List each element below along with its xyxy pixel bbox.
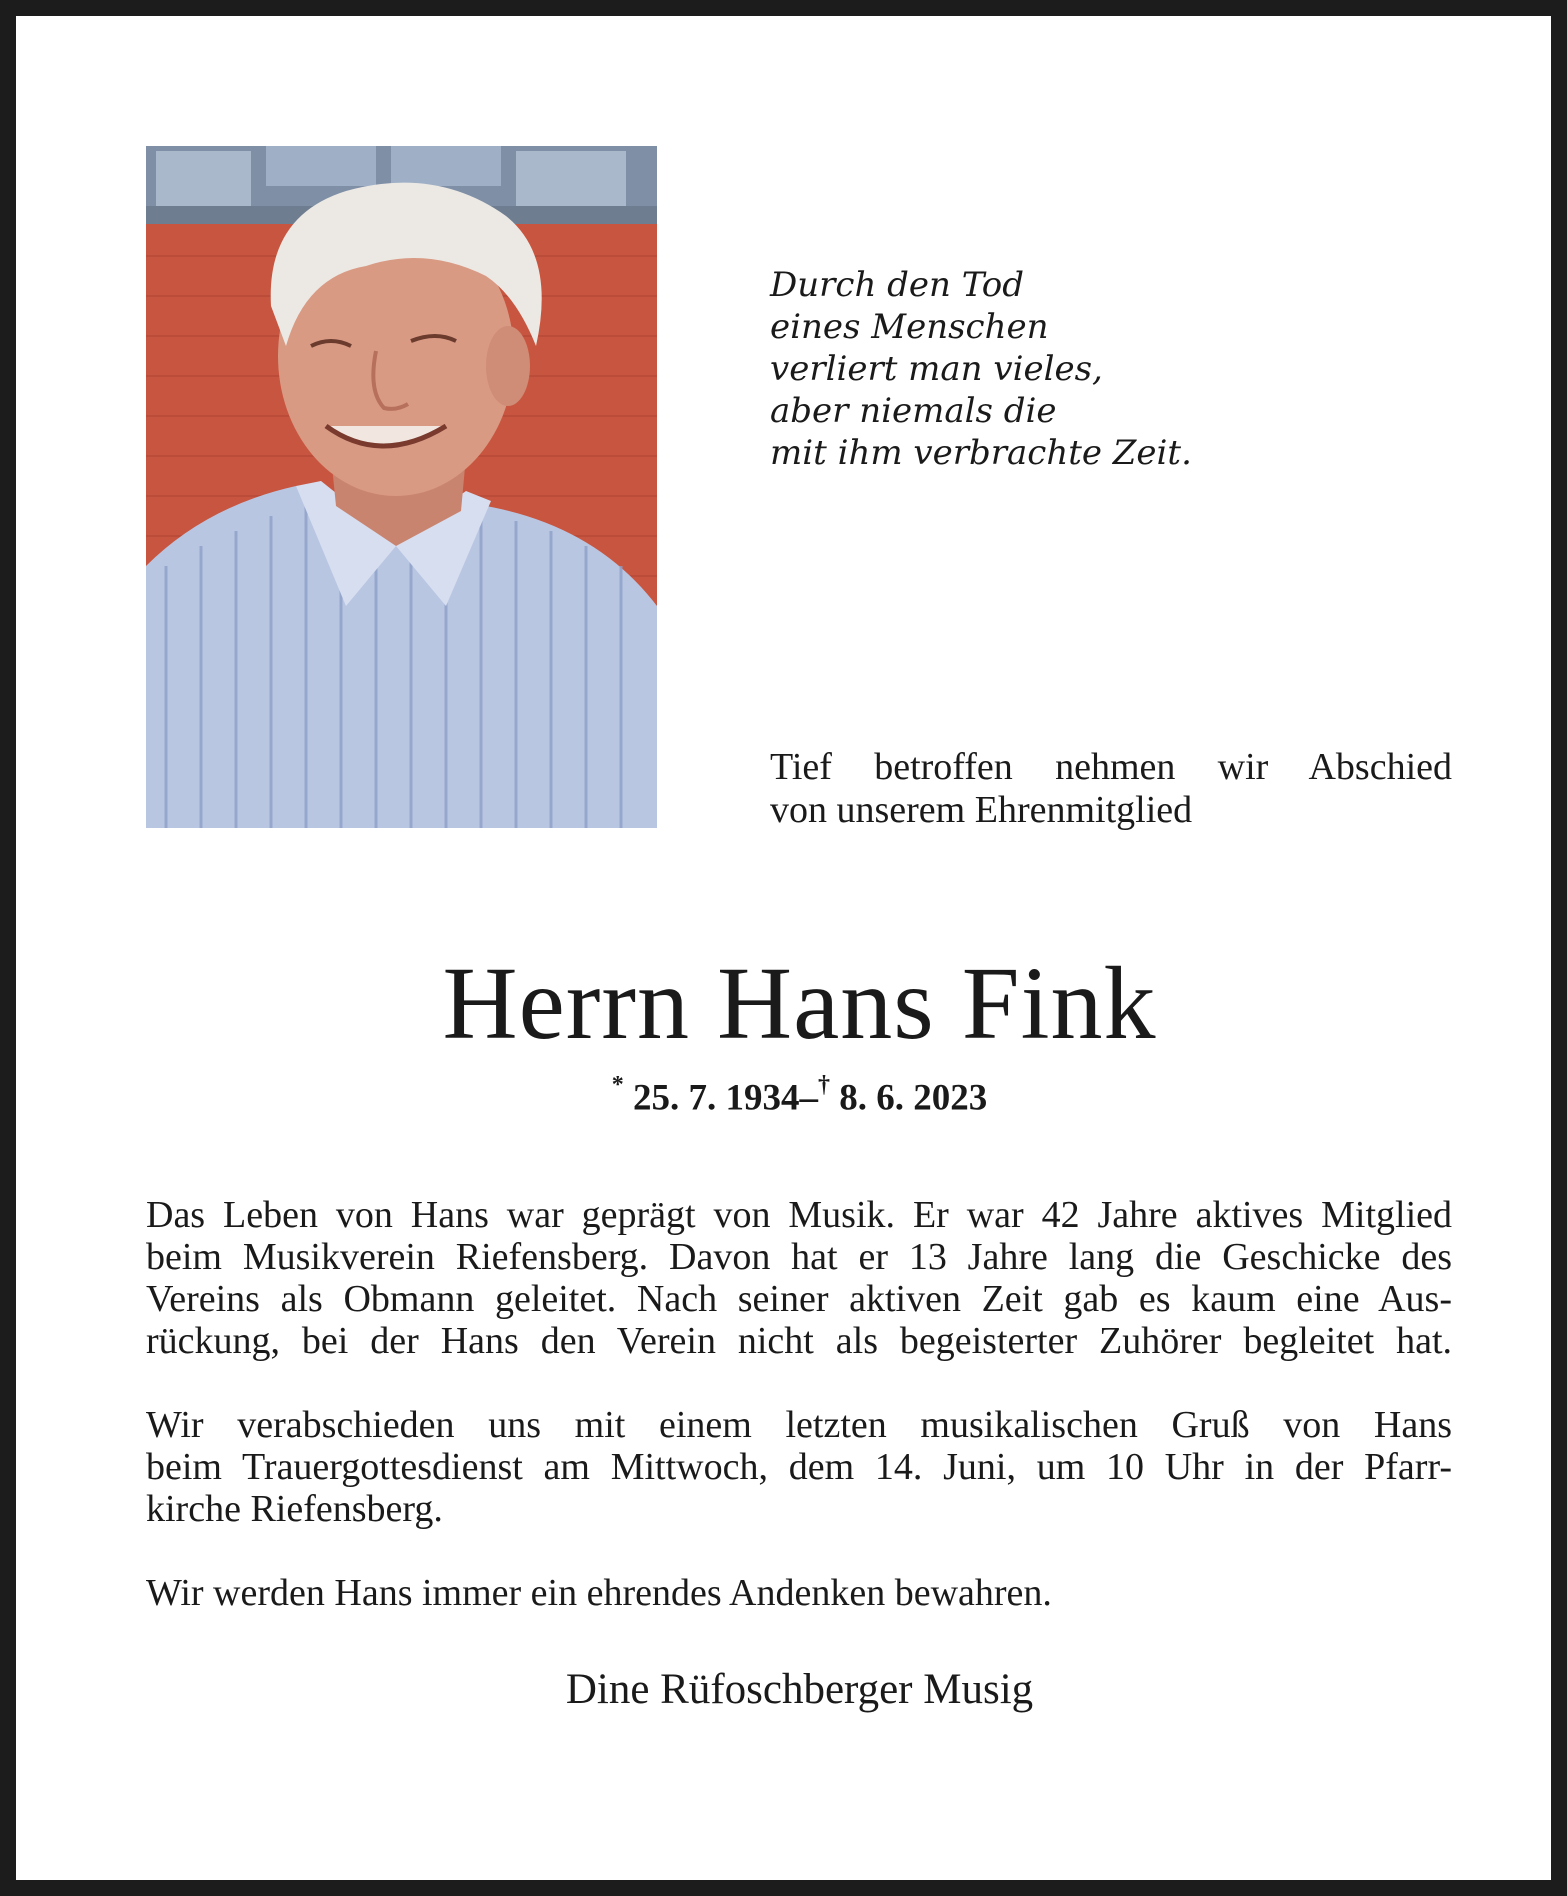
signature: Dine Rüfoschberger Musig [565,1666,1034,1713]
farewell-line: von unserem Ehrenmitglied [770,789,1193,831]
body-line: Das Leben von Hans war geprägt von Musik. Er war 42 Jahre aktives Mitglied [146,1194,1452,1236]
body-line: Wir werden Hans immer ein ehrendes Andenken bewahren. [146,1572,1052,1614]
quote-block [770,264,1330,474]
death-symbol: † [818,1072,830,1098]
birth-date: 25. 7. 1934 [633,1077,800,1119]
body-line: beim Trauergottesdienst am Mittwoch, dem 14. Juni, um 10 Uhr in der Pfarr- [146,1446,1452,1488]
farewell-text [770,746,1452,832]
portrait-photo [146,146,657,828]
body-line: Wir verabschieden uns mit einem letzten musikalischen Gruß von Hans [146,1404,1452,1446]
quote-line: aber niemals die [770,391,1057,431]
deceased-name: Herrn Hans Fink [442,946,1157,1061]
body-paragraph-3 [146,1572,1452,1614]
life-dates [16,1064,1567,1123]
quote-line: mit ihm verbrachte Zeit. [770,433,1192,473]
death-date: 8. 6. 2023 [839,1077,988,1119]
date-separator: – [799,1077,818,1119]
body-line: kirche Riefensberg. [146,1488,443,1530]
birth-symbol: * [611,1072,624,1098]
quote-line: verliert man vieles, [770,349,1103,389]
body-paragraph-1 [146,1194,1452,1362]
farewell-line: Tief betroffen nehmen wir Abschied [770,746,1452,788]
body-line: rückung, bei der Hans den Verein nicht als begeisterter Zuhörer begleitet hat. [146,1320,1452,1362]
body-line: Vereins als Obmann geleitet. Nach seiner aktiven Zeit gab es kaum eine Aus- [146,1278,1452,1320]
body-paragraph-2 [146,1404,1452,1530]
quote-line: eines Menschen [770,307,1049,347]
body-line: beim Musikverein Riefensberg. Davon hat er 13 Jahre lang die Geschicke des [146,1236,1452,1278]
quote-line: Durch den Tod [770,265,1025,305]
